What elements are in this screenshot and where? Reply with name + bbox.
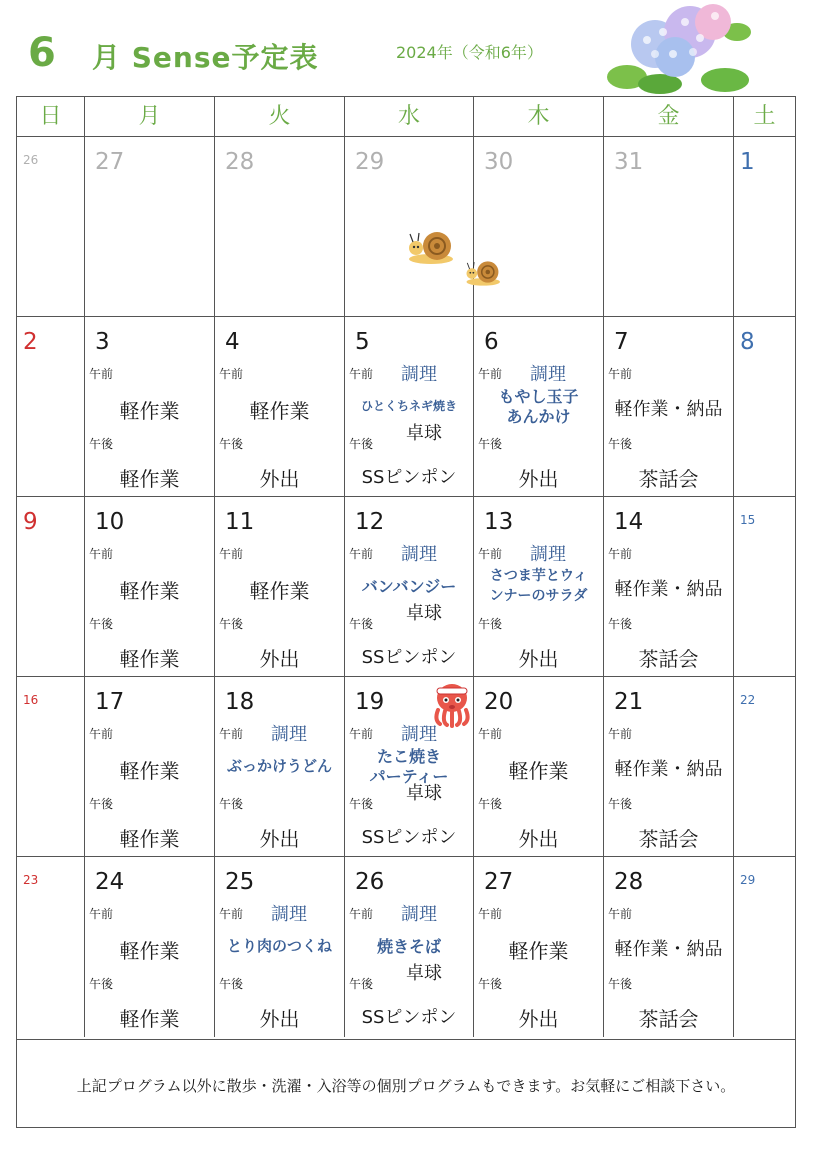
day-cell	[604, 317, 734, 497]
pm-activity: 外出	[259, 647, 300, 671]
pm-label: 午後	[89, 977, 114, 991]
pm-activity: 外出	[259, 1007, 300, 1031]
am-label: 午前	[349, 547, 374, 561]
am-label: 午前	[608, 727, 633, 741]
day-cell	[474, 317, 604, 497]
day-number: 23	[23, 873, 39, 887]
pm-label: 午後	[608, 977, 633, 991]
page-title: 月 Sense予定表	[92, 41, 319, 74]
day-cell	[215, 497, 345, 677]
day-number: 17	[95, 689, 125, 715]
pm-activity: 外出	[518, 1007, 559, 1031]
cooking-menu-line2: ンナーのサラダ	[489, 588, 588, 604]
day-number: 7	[614, 329, 629, 355]
cooking-label: 調理	[271, 724, 307, 745]
day-cell	[17, 677, 85, 857]
am-activity: 軽作業・納品	[614, 399, 723, 420]
cooking-label: 調理	[401, 724, 437, 745]
day-cell	[734, 137, 795, 317]
footer-note	[16, 1039, 796, 1128]
day-cell	[85, 317, 215, 497]
am-activity: 軽作業	[508, 939, 569, 963]
day-number: 8	[740, 329, 755, 355]
pm-label: 午後	[349, 617, 374, 631]
weekday-header-sun: 日	[17, 97, 85, 137]
day-cell	[474, 497, 604, 677]
day-number: 29	[740, 873, 756, 887]
cooking-label: 調理	[401, 364, 437, 385]
pm-label: 午後	[219, 797, 244, 811]
cooking-label: 調理	[271, 904, 307, 925]
pm-label: 午後	[349, 977, 374, 991]
am-label: 午前	[478, 907, 503, 921]
weekday-header-mon: 月	[85, 97, 215, 137]
pm-label: 午後	[478, 797, 503, 811]
footer-text: 上記プログラム以外に散歩・洗濯・入浴等の個別プログラムもできます。お気軽にご相談下さい。	[76, 1077, 736, 1095]
am-activity: 軽作業	[119, 939, 180, 963]
day-cell	[17, 137, 85, 317]
pm-label: 午後	[608, 797, 633, 811]
pm-label: 午後	[89, 617, 114, 631]
pm-label: 午後	[349, 797, 374, 811]
day-number: 30	[484, 149, 514, 175]
day-cell	[345, 857, 474, 1037]
pm-activity: 茶話会	[638, 467, 699, 491]
am-label: 午前	[89, 907, 114, 921]
day-number: 28	[614, 869, 644, 895]
pm-activity: 軽作業	[119, 827, 180, 851]
octopus-icon	[428, 680, 476, 728]
pm-label: 午後	[478, 617, 503, 631]
day-cell	[17, 857, 85, 1037]
cooking-menu: 焼きそば	[376, 937, 441, 956]
page-year: 2024年（令和6年）	[396, 43, 543, 62]
pm-label: 午後	[219, 977, 244, 991]
day-cell	[474, 677, 604, 857]
day-cell	[345, 317, 474, 497]
am-activity: 軽作業	[249, 579, 310, 603]
am-activity: 軽作業・納品	[614, 759, 723, 780]
day-number: 24	[95, 869, 125, 895]
snail-icon	[407, 226, 457, 266]
day-cell	[604, 497, 734, 677]
pm-activity: SSピンポン	[361, 467, 457, 488]
am-activity: 軽作業	[249, 399, 310, 423]
day-number: 18	[225, 689, 255, 715]
day-number: 31	[614, 149, 644, 175]
am-label: 午前	[478, 547, 503, 561]
day-number: 21	[614, 689, 644, 715]
pm-activity: SSピンポン	[361, 1007, 457, 1028]
am-label: 午前	[89, 367, 114, 381]
am-label: 午前	[608, 547, 633, 561]
pm-label: 午後	[608, 437, 633, 451]
weekday-header-sat: 土	[734, 97, 795, 137]
day-cell	[215, 857, 345, 1037]
am-label: 午前	[608, 907, 633, 921]
day-number: 28	[225, 149, 255, 175]
am-label: 午前	[89, 727, 114, 741]
day-cell	[604, 857, 734, 1037]
am-activity: 軽作業	[119, 579, 180, 603]
am-label: 午前	[349, 727, 374, 741]
day-number: 15	[740, 513, 756, 527]
cooking-label: 調理	[401, 544, 437, 565]
day-cell	[734, 677, 795, 857]
cooking-menu: とり肉のつくね	[226, 937, 332, 955]
day-cell	[734, 857, 795, 1037]
page-title-month: 6	[28, 30, 56, 76]
day-cell	[215, 677, 345, 857]
day-cell	[85, 857, 215, 1037]
pm-activity-top: 卓球	[406, 603, 442, 624]
day-number: 22	[740, 693, 756, 707]
pm-activity: 外出	[259, 467, 300, 491]
am-label: 午前	[608, 367, 633, 381]
pm-activity: 茶話会	[638, 827, 699, 851]
day-number: 5	[355, 329, 370, 355]
day-cell	[474, 857, 604, 1037]
day-cell	[734, 317, 795, 497]
day-number: 4	[225, 329, 240, 355]
pm-activity: 軽作業	[119, 1007, 180, 1031]
am-activity: 軽作業・納品	[614, 579, 723, 600]
day-number: 1	[740, 149, 755, 175]
snail-icon	[465, 256, 503, 288]
day-number: 10	[95, 509, 125, 535]
am-label: 午前	[349, 367, 374, 381]
day-cell	[17, 497, 85, 677]
pm-activity-top: 卓球	[406, 963, 442, 984]
day-cell	[474, 137, 604, 317]
cooking-menu: ぶっかけうどん	[226, 757, 332, 775]
cooking-label: 調理	[401, 904, 437, 925]
pm-activity: 外出	[518, 827, 559, 851]
pm-label: 午後	[219, 617, 244, 631]
pm-label: 午後	[349, 437, 374, 451]
day-number: 19	[355, 689, 385, 715]
day-cell	[604, 677, 734, 857]
weekday-header-wed: 水	[345, 97, 474, 137]
day-number: 13	[484, 509, 514, 535]
pm-label: 午後	[608, 617, 633, 631]
calendar-grid	[16, 96, 796, 1040]
am-label: 午前	[89, 547, 114, 561]
pm-label: 午後	[219, 437, 244, 451]
day-number: 26	[23, 153, 39, 167]
pm-activity: SSピンポン	[361, 647, 457, 668]
day-number: 14	[614, 509, 644, 535]
am-label: 午前	[219, 367, 244, 381]
am-label: 午前	[478, 367, 503, 381]
weekday-header-thu: 木	[474, 97, 604, 137]
pm-activity: 軽作業	[119, 647, 180, 671]
weekday-header-tue: 火	[215, 97, 345, 137]
day-number: 12	[355, 509, 385, 535]
day-number: 16	[23, 693, 39, 707]
day-number: 25	[225, 869, 255, 895]
pm-activity: 外出	[518, 467, 559, 491]
day-cell	[604, 137, 734, 317]
pm-activity: 軽作業	[119, 467, 180, 491]
day-cell	[734, 497, 795, 677]
pm-activity-top: 卓球	[406, 783, 442, 804]
pm-label: 午後	[89, 797, 114, 811]
am-activity: 軽作業	[119, 399, 180, 423]
hydrangea-illustration	[605, 2, 755, 94]
day-cell	[85, 677, 215, 857]
am-activity: 軽作業・納品	[614, 939, 723, 960]
day-cell	[345, 497, 474, 677]
day-cell	[85, 137, 215, 317]
day-cell	[85, 497, 215, 677]
day-number: 11	[225, 509, 255, 535]
cooking-label: 調理	[530, 544, 566, 565]
day-number: 26	[355, 869, 385, 895]
cooking-menu-line1: もやし玉子	[498, 387, 579, 406]
cooking-menu-line2: あんかけ	[506, 407, 571, 426]
cooking-label: 調理	[530, 364, 566, 385]
cooking-menu: バンバンジー	[361, 577, 457, 596]
day-cell	[215, 317, 345, 497]
day-cell	[17, 317, 85, 497]
am-label: 午前	[219, 547, 244, 561]
pm-label: 午後	[478, 977, 503, 991]
weekday-header-fri: 金	[604, 97, 734, 137]
day-number: 20	[484, 689, 514, 715]
cooking-menu-line1: さつま芋とウィ	[489, 568, 588, 584]
pm-activity: 茶話会	[638, 647, 699, 671]
pm-activity: SSピンポン	[361, 827, 457, 848]
cooking-menu-line2: パーティー	[369, 767, 449, 786]
day-number: 29	[355, 149, 385, 175]
am-label: 午前	[219, 727, 244, 741]
am-label: 午前	[349, 907, 374, 921]
pm-activity: 外出	[259, 827, 300, 851]
cooking-menu: ひとくちネギ焼き	[360, 399, 457, 413]
day-number: 6	[484, 329, 499, 355]
day-cell	[215, 137, 345, 317]
pm-label: 午後	[89, 437, 114, 451]
am-activity: 軽作業	[119, 759, 180, 783]
am-activity: 軽作業	[508, 759, 569, 783]
am-label: 午前	[478, 727, 503, 741]
day-number: 9	[23, 509, 38, 535]
am-label: 午前	[219, 907, 244, 921]
day-number: 2	[23, 329, 38, 355]
pm-activity: 茶話会	[638, 1007, 699, 1031]
day-number: 27	[95, 149, 125, 175]
pm-activity: 外出	[518, 647, 559, 671]
day-number: 3	[95, 329, 110, 355]
pm-activity-top: 卓球	[406, 423, 442, 444]
pm-label: 午後	[478, 437, 503, 451]
cooking-menu-line1: たこ焼き	[376, 747, 441, 766]
day-number: 27	[484, 869, 514, 895]
